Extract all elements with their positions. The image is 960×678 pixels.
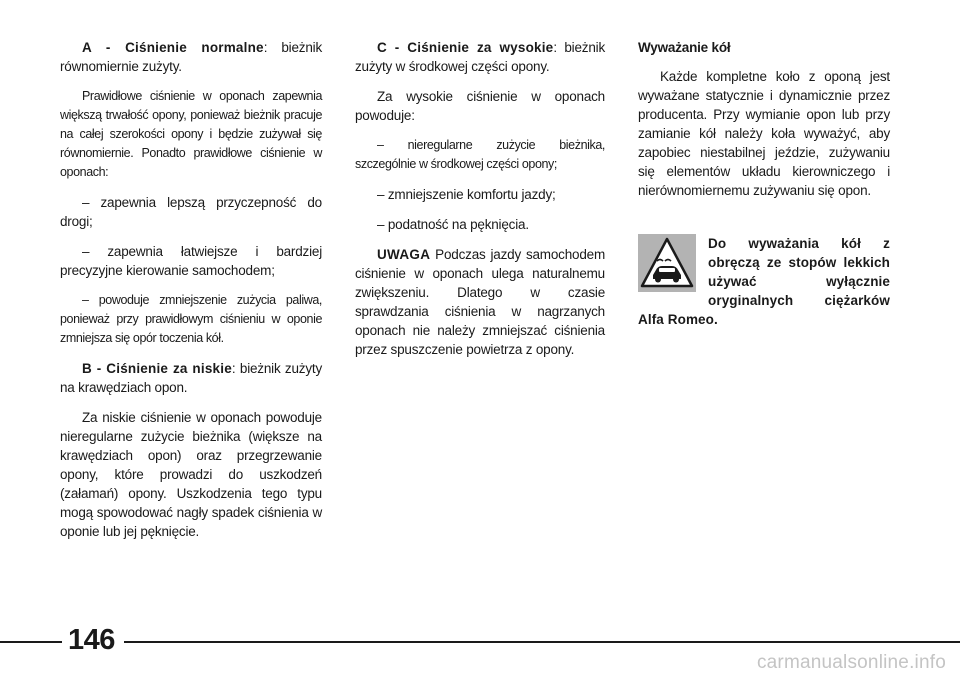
- column-left: [60, 38, 322, 552]
- note-text: Podczas jazdy samochodem ciśnienie w oponach ulega naturalnemu zwiększeniu. Dlatego w czasie sprawdzania ciśnienia w nagrzanych oponach nie należy zmniejszać ciśnienia przez spuszczenie powietrza z opony.: [355, 247, 605, 357]
- page-number: 146: [68, 624, 115, 656]
- section-title-balancing: Wyważanie kół: [638, 40, 731, 55]
- warning-text: Do wyważania kół z obręczą ze stopów lekkich używać wyłącznie oryginalnych ciężarków Alfa Romeo.: [638, 236, 890, 327]
- note-paragraph: [355, 245, 605, 359]
- section-a-text: : bieżnik równomiernie zużyty.: [60, 40, 322, 74]
- section-b-heading: B - Ciśnienie za niskie: [82, 361, 232, 376]
- column-middle: [355, 38, 605, 370]
- car-warning-triangle-icon: [638, 234, 696, 292]
- note-label: UWAGA: [377, 247, 431, 262]
- column-right: [638, 38, 890, 329]
- watermark: carmanualsonline.info: [756, 652, 946, 673]
- section-b-text: : bieżnik zużyty na krawędziach opon.: [60, 361, 322, 395]
- section-a-heading: A - Ciśnienie normalne: [82, 40, 264, 55]
- footer-rule-right: [124, 641, 960, 643]
- section-c-heading: C - Ciśnienie za wysokie: [377, 40, 554, 55]
- paragraph-high-pressure: Za wysokie ciśnienie w oponach powoduje:: [355, 89, 605, 123]
- list-item-fuel: – powoduje zmniejszenie zużycia paliwa, ponieważ przy prawidłowym ciśnieniu w oponie zmniejsza się opór toczenia kół.: [60, 293, 322, 345]
- list-item-steering: – zapewnia łatwiejsze i bardziej precyzyjne kierowanie samochodem;: [60, 244, 322, 278]
- section-a: [60, 38, 322, 76]
- footer-rule-left: [0, 641, 62, 643]
- list-item-comfort: – zmniejszenie komfortu jazdy;: [377, 187, 556, 202]
- list-item-grip: – zapewnia lepszą przyczepność do drogi;: [60, 195, 322, 229]
- section-c-text: : bieżnik zużyty w środkowej części opony.: [355, 40, 605, 74]
- paragraph-normal-pressure: Prawidłowe ciśnienie w oponach zapewnia większą trwałość opony, ponieważ bieżnik pracuje na całej szerokości opony i będzie zużywał się równomiernie. Ponadto prawidłowe ciśnienie w oponach:: [60, 89, 322, 179]
- section-b: [60, 359, 322, 397]
- warning-box: [638, 234, 890, 329]
- paragraph-low-pressure: Za niskie ciśnienie w oponach powoduje nieregularne zużycie bieżnika (większe na krawędziach opon) oraz przegrzewanie opony, które prowadzi do uszkodzeń (załamań) opony. Uszkodzenia tego typu mogą spowodować nagły spadek ciśnienia w oponie lub jej pęknięcie.: [60, 410, 322, 539]
- car-warning-triangle-icon-svg: [638, 234, 696, 292]
- section-c: [355, 38, 605, 76]
- paragraph-balancing: Każde kompletne koło z oponą jest wyważane statycznie i dynamicznie przez producenta. Przy wymianie opon lub przy zamianie kół należy koła wyważyć, aby zapobiec niestabilnej jeździe, zużywaniu się elementów układu kierowniczego i nierównomiernemu zużywaniu się opon.: [638, 69, 890, 198]
- list-item-irregular-wear: – nieregularne zużycie bieżnika, szczególnie w środkowej części opony;: [355, 138, 605, 171]
- list-item-cracks: – podatność na pęknięcia.: [377, 217, 529, 232]
